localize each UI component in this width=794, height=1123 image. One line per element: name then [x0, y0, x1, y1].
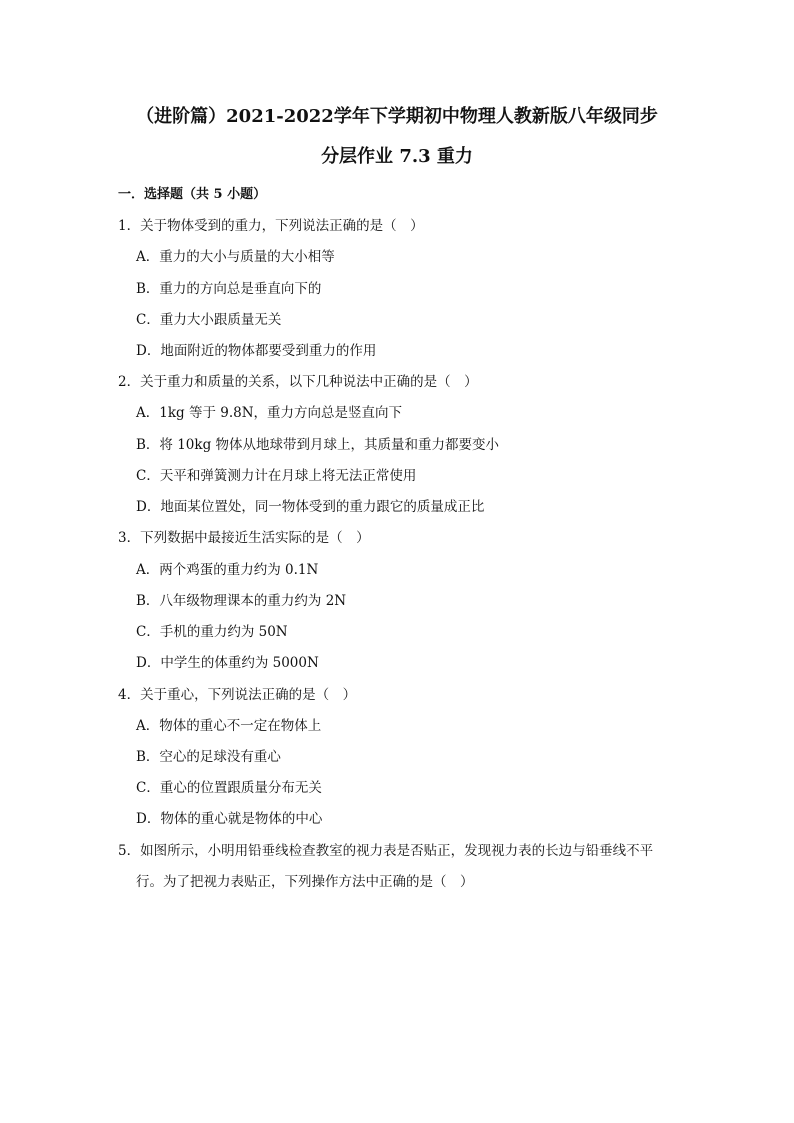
question-1-stem: 1．关于物体受到的重力，下列说法正确的是（ ） — [118, 218, 424, 234]
document-title-line-1: （进阶篇）2021-2022学年下学期初中物理人教新版八年级同步 — [136, 106, 658, 127]
question-4-stem: 4．关于重心，下列说法正确的是（ ） — [118, 687, 357, 703]
question-4-option-a: A．物体的重心不一定在物体上 — [136, 718, 322, 734]
question-3-stem: 3．下列数据中最接近生活实际的是（ ） — [118, 530, 370, 546]
question-1-option-a: A．重力的大小与质量的大小相等 — [136, 249, 335, 265]
question-3-option-c: C．手机的重力约为 50N — [136, 624, 288, 640]
question-4-option-d: D．物体的重心就是物体的中心 — [136, 811, 323, 827]
section-heading: 一．选择题（共 5 小题） — [118, 187, 267, 202]
question-3-option-d: D．中学生的体重约为 5000N — [136, 655, 319, 671]
question-4-option-c: C．重心的位置跟质量分布无关 — [136, 780, 322, 796]
question-5-stem: 5．如图所示，小明用铅垂线检查教室的视力表是否贴正，发现视力表的长边与铅垂线不平 — [118, 843, 654, 859]
question-3-option-b: B．八年级物理课本的重力约为 2N — [136, 593, 347, 609]
question-1-option-c: C．重力大小跟质量无关 — [136, 312, 282, 328]
question-2-stem: 2．关于重力和质量的关系，以下几种说法中正确的是（ ） — [118, 374, 478, 390]
document-title-line-2: 分层作业 7.3 重力 — [321, 146, 473, 167]
question-2-option-d: D．地面某位置处，同一物体受到的重力跟它的质量成正比 — [136, 499, 485, 515]
question-1-option-b: B．重力的方向总是垂直向下的 — [136, 281, 322, 297]
question-3-option-a: A．两个鸡蛋的重力约为 0.1N — [136, 562, 319, 578]
question-5-stem-continued: 行。为了把视力表贴正，下列操作方法中正确的是（ ） — [136, 874, 474, 890]
question-4-option-b: B．空心的足球没有重心 — [136, 749, 281, 765]
question-2-option-a: A．1kg 等于 9.8N，重力方向总是竖直向下 — [136, 405, 403, 421]
question-2-option-b: B．将 10kg 物体从地球带到月球上，其质量和重力都要变小 — [136, 437, 500, 453]
question-1-option-d: D．地面附近的物体都要受到重力的作用 — [136, 343, 377, 359]
question-2-option-c: C．天平和弹簧测力计在月球上将无法正常使用 — [136, 468, 417, 484]
